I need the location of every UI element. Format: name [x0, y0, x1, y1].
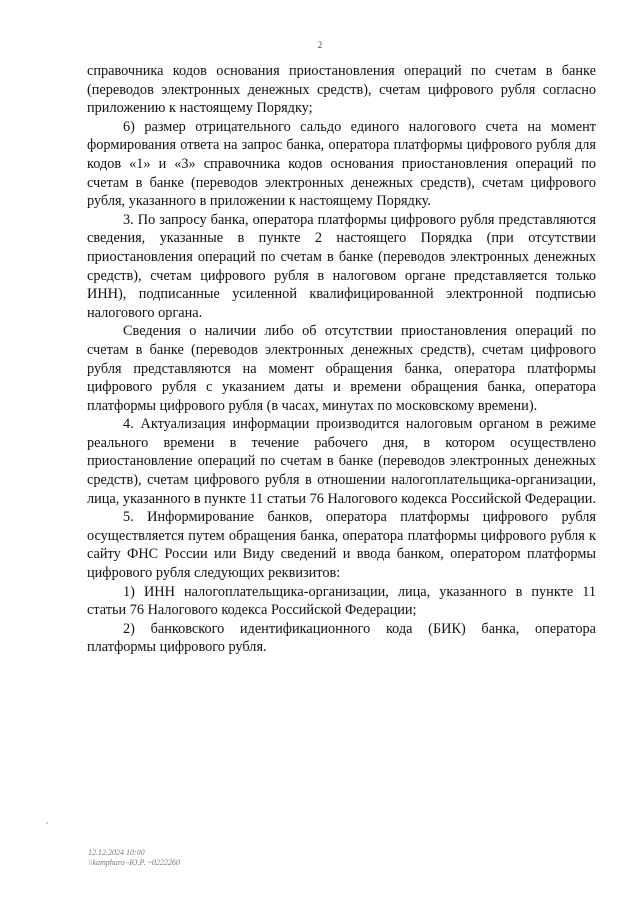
paragraph: 2) банковского идентификационного кода (БИК) банка, оператора платформы цифрового рубля.	[87, 620, 596, 656]
document-body	[87, 62, 596, 657]
footer-author: \\kamphuro -Ю.Р. ~0222260	[88, 858, 180, 867]
footer-datetime: 12.12.2024 10:00	[88, 848, 145, 857]
paragraph: Сведения о наличии либо об отсутствии приостановления операций по счетам в банке (переводов электронных денежных средств), счетам цифрового рубля представляются на момент обращения банка, оператора платформы цифрового рубля с указанием даты и времени обращения банка, оператора платформы цифрового рубля (в часах, минутах по московскому времени).	[87, 323, 596, 414]
paragraph: 4. Актуализация информации производится налоговым органом в режиме реального времени в течение рабочего дня, в котором осуществлено приостановление операций по счетам в банке (переводов электронных денежных средств), счетам цифрового рубля в отношении налогоплательщика-организации, лица, указанного в пункте 11 статьи 76 Налогового кодекса Российской Федерации.	[87, 416, 596, 507]
paragraph: справочника кодов основания приостановления операций по счетам в банке (переводов электронных денежных средств), счетам цифрового рубля согласно приложению к настоящему Порядку;	[87, 63, 596, 117]
scan-artifact	[46, 822, 48, 824]
page-number: 2	[317, 40, 323, 50]
paragraph: 1) ИНН налогоплательщика-организации, лица, указанного в пункте 11 статьи 76 Налогового кодекса Российской Федерации;	[87, 583, 596, 619]
paragraph: 5. Информирование банков, оператора платформы цифрового рубля осуществляется путем обращения банка, оператора платформы цифрового рубля к сайту ФНС России или Виду сведений и ввода банком, оператором платформы цифрового рубля следующих реквизитов:	[87, 509, 596, 582]
paragraph: 6) размер отрицательного сальдо единого налогового счета на момент формирования ответа на запрос банка, оператора платформы цифрового рубля для кодов «1» и «3» справочника кодов основания приостановления операций по счетам в банке (переводов электронных денежных средств), счетам цифрового рубля, указанного в приложении к настоящему Порядку.	[87, 118, 596, 210]
footer-stamp	[88, 848, 180, 868]
paragraph: 3. По запросу банка, оператора платформы цифрового рубля представляются сведения, указанные в пункте 2 настоящего Порядка (при отсутствии приостановления операций по счетам в банке (переводов электронных денежных средств), счетам цифрового рубля в налоговом органе представляется только ИНН), подписанные усиленной квалифицированной электронной подписью налогового органа.	[87, 211, 596, 321]
